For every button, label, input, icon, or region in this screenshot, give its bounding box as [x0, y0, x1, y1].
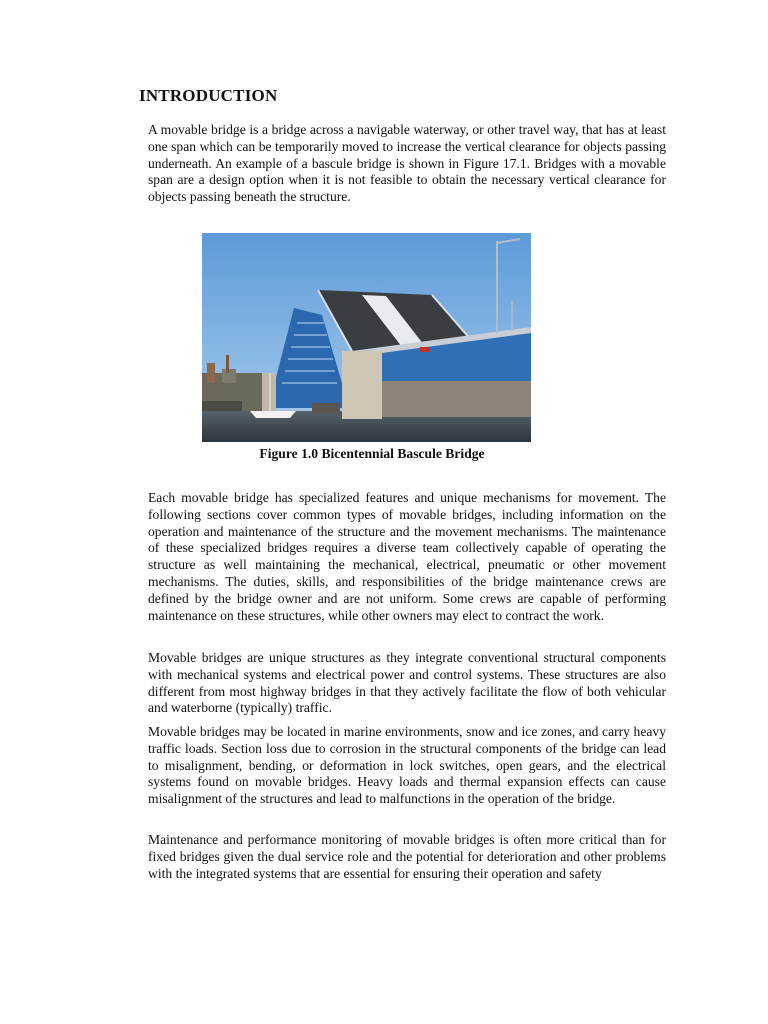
- paragraph-definition: A movable bridge is a bridge across a navigable waterway, or other travel way, that has at least one span which can be temporarily moved to increase the vertical clearance for objects passing underneath. An example of a bascule bridge is shown in Figure 17.1. Bridges with a movable span are a design option when it is not feasible to obtain the necessary vertical clearance for objects passing beneath the structure.: [148, 122, 666, 205]
- paragraph-maintenance: Maintenance and performance monitoring of movable bridges is often more critical than for fixed bridges given the dual service role and the potential for deterioration and other problems with the integrated systems that are essential for ensuring their operation and safety: [148, 832, 666, 881]
- bridge-pier: [342, 351, 382, 419]
- paragraph-environments: Movable bridges may be located in marine environments, snow and ice zones, and carry heavy traffic loads. Section loss due to corrosion in the structural components of the bridge can lead to misalignment, bending, or deformation in lock switches, open gears, and the electrical systems found on movable bridges. Heavy loads and thermal expansion effects can cause misalignment of the structures and lead to malfunctions in the operation of the bridge.: [148, 724, 666, 807]
- figure-caption: Figure 1.0 Bicentennial Bascule Bridge: [259, 446, 485, 461]
- bridge-photo: [202, 233, 531, 442]
- paragraph-unique-structures: Movable bridges are unique structures as they integrate conventional structural components with mechanical systems and electrical power and control systems. These structures are also different from most highway bridges in that they actively facilitate the flow of both vehicular and waterborne (typically) traffic.: [148, 650, 666, 716]
- paragraph-features: Each movable bridge has specialized features and unique mechanisms for movement. The following sections cover common types of movable bridges, including information on the operation and maintenance of the structure and the movement mechanisms. The maintenance of these specialized bridges requires a diverse team collectively capable of operating the structure as well maintaining the mechanical, electrical, pneumatic or other movement mechanisms. The duties, skills, and responsibilities of the bridge maintenance crews are defined by the bridge owner and are not uniform. Some crews are capable of performing maintenance on these structures, while other owners may elect to contract the work.: [148, 490, 666, 623]
- section-heading: INTRODUCTION: [139, 86, 278, 105]
- sailboat: [250, 411, 296, 418]
